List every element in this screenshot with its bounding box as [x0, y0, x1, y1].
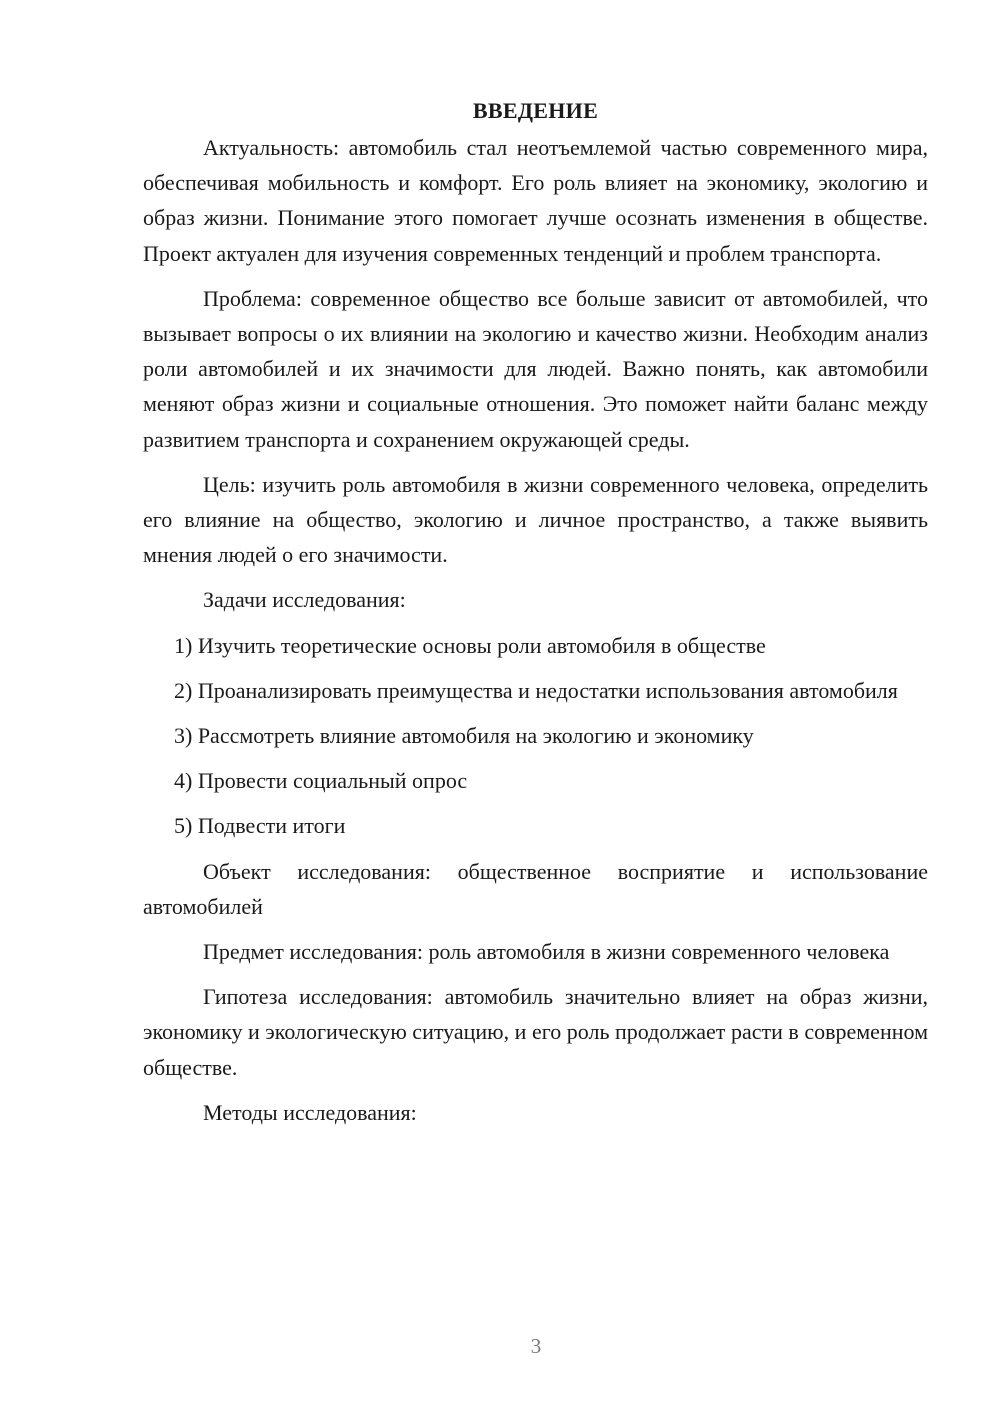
task-item: 3) Рассмотреть влияние автомобиля на экологию и экономику [174, 723, 754, 749]
paragraph-goal: Цель: изучить роль автомобиля в жизни современного человека, определить его влияние на общество, экологию и личное пространство, а также выявить мнения людей о его значимости. [143, 471, 928, 568]
paragraph-hypothesis: Гипотеза исследования: автомобиль значительно влияет на образ жизни, экономику и экологическую ситуацию, и его роль продолжает расти в современном обществе. [143, 984, 928, 1080]
paragraph-object: Объект исследования: общественное восприятие и использование автомобилей [143, 858, 928, 919]
paragraph-problem: Проблема: современное общество все больше зависит от автомобилей, что вызывает вопросы о их влиянии на экологию и качество жизни. Необходим анализ роли автомобилей и их значимости для людей. Важно понять, как автомобили меняют образ жизни и социальные отношения. Это поможет найти баланс между развитием транспорта и сохранением окружающей среды. [143, 285, 928, 452]
page-title: ВВЕДЕНИЕ [472, 98, 599, 123]
page-number: 3 [530, 1334, 542, 1358]
task-item: 2) Проанализировать преимущества и недостатки использования автомобиля [174, 677, 898, 703]
page-content [143, 96, 928, 1140]
task-item: 1) Изучить теоретические основы роли автомобиля в обществе [174, 632, 766, 658]
paragraph-relevance: Актуальность: автомобиль стал неотъемлемой частью современного мира, обеспечивая мобильность и комфорт. Его роль влияет на экономику, экологию и образ жизни. Понимание этого помогает лучше осознать изменения в обществе. Проект актуален для изучения современных тенденций и проблем транспорта. [143, 135, 928, 266]
paragraph-tasks-heading: Задачи исследования: [203, 587, 406, 613]
task-item: 4) Провести социальный опрос [174, 768, 468, 794]
paragraph-subject: Предмет исследования: роль автомобиля в жизни современного человека [203, 939, 890, 965]
task-item: 5) Подвести итоги [174, 813, 346, 839]
paragraph-methods-heading: Методы исследования: [203, 1099, 417, 1125]
